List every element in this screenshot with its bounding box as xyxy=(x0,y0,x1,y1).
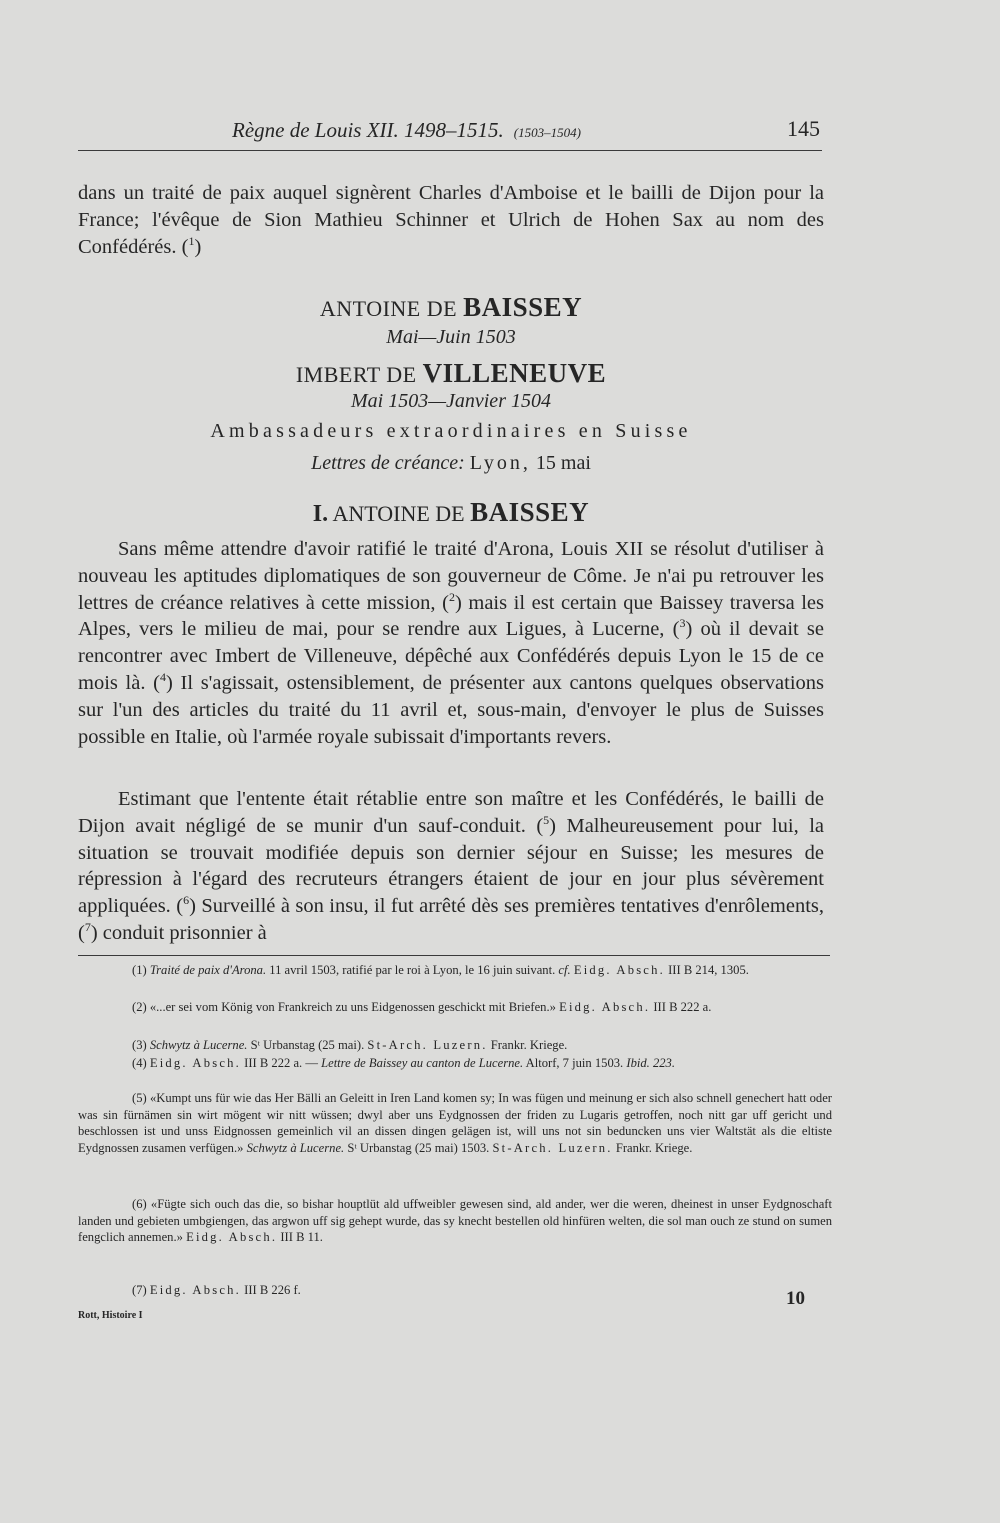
note-ref-6: 6 xyxy=(183,893,190,908)
header-rule xyxy=(78,150,822,151)
footnote-6-ref: III B 11. xyxy=(280,1230,323,1244)
note-ref-3: 3 xyxy=(679,616,686,631)
heading-villeneuve-last: VILLENEUVE xyxy=(422,358,607,388)
footnote-4-title: Lettre de Baissey au canton de Lucerne. xyxy=(321,1056,524,1070)
footnote-1-ref: III B 214, 1305. xyxy=(668,963,749,977)
footnote-2 xyxy=(78,999,832,1016)
signature-book: Rott, Histoire I xyxy=(78,1310,143,1321)
heading-baissey-last: BAISSEY xyxy=(463,292,583,322)
footnote-5-text: «Kumpt uns für wie das Her Bälli an Geleitt in Iren Land komen sy; In was fügen und meinung er sich also schnell genechert hatt oder was sin fürnämen sin wirt mögent wir nitt wüssen; dwyl aber uns Eydgnossen der friden zu Lugaris getroffen, noch nitt gar uff gericht und beschlossen ist und unss Eidgnossen gemeinlich vil an dissen dingen gelägen ist, will uns not sin beduncken uns vier Waltstät als die eltiste Eydgnossen zusamen verfügen.» xyxy=(78,1091,832,1155)
footnote-6 xyxy=(78,1196,832,1246)
heading-baissey xyxy=(78,292,824,323)
letters-date: 15 mai xyxy=(535,452,591,474)
paragraph-3-d: conduit prisonnier à xyxy=(102,921,267,944)
paragraph-2-b: mais il est certain que Baissey traversa les Alpes, vers le milieu de mai, pour se rendre aux Ligues, à Lucerne, xyxy=(78,591,825,641)
footnote-5-date: Sᵗ Urbanstag (25 mai) 1503. xyxy=(347,1140,490,1155)
footnote-7-num: (7) xyxy=(132,1283,147,1297)
footnote-rule xyxy=(78,955,830,956)
paragraph-1-text: dans un traité de paix auquel signèrent Charles d'Amboise et le bailli de Dijon pour la France; l'évêque de Sion Mathieu Schinner et Ulrich de Hohen Sax au nom des Confédérés. xyxy=(78,182,824,258)
section-heading xyxy=(78,497,824,528)
letters-place: Lyon, xyxy=(469,452,531,474)
heading-letters xyxy=(78,452,824,475)
footnote-2-source: Eidg. Absch. xyxy=(559,1000,651,1014)
heading-baissey-dates: Mai—Juin 1503 xyxy=(386,326,516,348)
footnote-1-source: Eidg. Absch. xyxy=(573,963,665,977)
paragraph-3: Estimant que l'entente était rétablie entre son maître et les Confédérés, le bailli de Dijon avait négligé de se munir d'un sauf-conduit. ($^5$) Malheureusement pour lui, la situation se trouvait modifiée depuis son dernier séjour en Suisse; les mesures de répression à l'égard des recruteurs étrangers étaient de jour en jour plus sévèrement appliquées. ($^6$) Surveillé à son insu, il fut arrêté dès ses premières tentatives d'enrôlements, ($^7$) conduit prisonnier à xyxy=(78,788,824,944)
footnote-4-num: (4) xyxy=(132,1056,147,1070)
footnote-6-num: (6) xyxy=(132,1197,147,1211)
footnote-3-text: Sᵗ Urbanstag (25 mai). xyxy=(250,1038,365,1052)
note-ref-1: 1 xyxy=(188,233,195,248)
footnote-4-source: Eidg. Absch. xyxy=(149,1056,241,1070)
note-ref-4: 4 xyxy=(159,670,166,685)
footnote-2-ref: III B 222 a. xyxy=(653,1000,712,1014)
page-number: 145 xyxy=(787,116,820,141)
paragraph-3-c: Surveillé à son insu, il fut arrêté dès ses premières tentatives d'enrôlements, xyxy=(201,895,824,918)
heading-villeneuve-first: IMBERT DE xyxy=(295,362,417,387)
note-ref-2: 2 xyxy=(448,589,455,604)
footnote-3-ref: Frankr. Kriege. xyxy=(490,1038,568,1052)
paragraph-2-d: Il s'agissait, ostensiblement, de présenter aux cantons quelques observations sur l'un des articles du traité du 11 avril et, sous-main, d'envoyer le plus de Suisses possible en Italie, où l'armée royale subissait d'importants revers. xyxy=(78,671,825,748)
heading-villeneuve xyxy=(78,358,824,389)
footnote-7-source: Eidg. Absch. xyxy=(149,1283,241,1297)
heading-role: Ambassadeurs extraordinaires en Suisse xyxy=(210,420,692,442)
footnote-4-text: Altorf, 7 juin 1503. xyxy=(525,1056,624,1070)
footnote-3-title: Schwytz à Lucerne. xyxy=(149,1038,248,1052)
footnote-7-ref: III B 226 f. xyxy=(244,1283,301,1297)
paragraph-2: Sans même attendre d'avoir ratifié le traité d'Arona, Louis XII se résolut d'utiliser à nouveau les aptitudes diplomatiques de son gouverneur de Côme. Je n'ai pu retrouver les lettres de créance relatives à cette mission, ($^2$) mais il est certain que Baissey traversa les Alpes, vers le milieu de mai, pour se rendre aux Ligues, à Lucerne, ($^3$) où il devait se rencontrer avec Imbert de Villeneuve, dépêché aux Confédérés depuis Lyon le 15 de ce mois là. ($^4$) Il s'agissait, ostensiblement, de présenter aux cantons quelques observations sur l'un des articles du traité du 11 avril et, sous-main, d'envoyer le plus de Suisses possible en Italie, où l'armée royale subissait d'importants revers. xyxy=(78,538,825,748)
footnote-2-text: «...er sei vom König von Frankreich zu uns Eidgenossen geschickt mit Briefen.» xyxy=(149,1000,556,1014)
footnote-3-num: (3) xyxy=(132,1038,147,1052)
signature-sheet: 10 xyxy=(786,1288,805,1309)
paragraph-2-c: où il devait se rencontrer avec Imbert de Villeneuve, dépêché aux Confédérés depuis Lyon le 15 de ce mois là. xyxy=(78,618,825,694)
footnote-6-text: «Fügte sich ouch das die, so bishar houptlüt ald uffweibler gewesen sind, ald ander, wer die weren, dheinest in unser Eydgnoschaft landen und gebieten umbgiengen, das argwon uff sig gehept wurde, das sy knecht bestellen old hinfüren welten, die sol man ouch ze stund on sumen fengclich annemen.» xyxy=(78,1197,832,1244)
footnote-1-title: Traité de paix d'Arona. xyxy=(149,963,267,977)
letters-label: Lettres de créance: xyxy=(311,452,465,474)
heading-baissey-first: ANTOINE DE xyxy=(319,296,458,321)
running-title xyxy=(232,118,581,143)
footnote-5-title: Schwytz à Lucerne. xyxy=(246,1140,345,1155)
footnote-4 xyxy=(78,1055,832,1072)
footnote-1-cf: cf. xyxy=(558,963,571,977)
note-ref-5: 5 xyxy=(543,812,550,827)
running-header xyxy=(78,114,822,150)
note-ref-7: 7 xyxy=(84,920,91,935)
paragraph-1: dans un traité de paix auquel signèrent Charles d'Amboise et le bailli de Dijon pour la France; l'évêque de Sion Mathieu Schinner et Ulrich de Hohen Sax au nom des Confédérés. ($^1$) xyxy=(78,182,824,258)
footnote-4-ref: III B 222 a. — xyxy=(244,1056,318,1070)
running-title-text: Règne de Louis XII. 1498–1515. xyxy=(232,118,504,142)
running-title-dates: (1503–1504) xyxy=(513,125,581,140)
footnote-1-num: (1) xyxy=(132,963,147,977)
footnote-5-source: St-Arch. Luzern. xyxy=(492,1140,613,1155)
paragraph-3-a: Estimant que l'entente était rétablie entre son maître et les Confédérés, le bailli de Dijon avait négligé de se munir d'un sauf-conduit. xyxy=(78,788,824,837)
section-number: I. xyxy=(312,501,329,527)
footnote-1-text: 11 avril 1503, ratifié par le roi à Lyon, le 16 juin suivant. xyxy=(269,963,556,977)
heading-villeneuve-dates: Mai 1503—Janvier 1504 xyxy=(351,390,551,412)
footnote-5 xyxy=(78,1090,832,1156)
footnote-7 xyxy=(78,1282,832,1299)
paragraph-3-b: Malheureusement pour lui, la situation se trouvait modifiée depuis son dernier séjour en Suisse; les mesures de répression à l'égard des recruteurs étrangers étaient de jour en jour plus sévèrement appliquées. xyxy=(78,814,824,918)
footnote-2-num: (2) xyxy=(132,1000,147,1014)
footnote-1 xyxy=(78,962,832,979)
section-last: BAISSEY xyxy=(470,497,590,527)
footnote-5-ref: Frankr. Kriege. xyxy=(615,1140,693,1155)
footnote-3-source: St-Arch. Luzern. xyxy=(367,1038,488,1052)
footnote-4-ibid: Ibid. 223. xyxy=(626,1056,675,1070)
footnote-5-num: (5) xyxy=(132,1091,147,1105)
paragraph-2-a: Sans même attendre d'avoir ratifié le traité d'Arona, Louis XII se résolut d'utiliser à nouveau les aptitudes diplomatiques de son gouverneur de Côme. Je n'ai pu retrouver les lettres de créance relatives à cette mission, xyxy=(78,538,824,614)
footnote-6-source: Eidg. Absch. xyxy=(186,1230,278,1244)
section-first: ANTOINE DE xyxy=(332,501,465,526)
footnote-3 xyxy=(78,1037,832,1054)
